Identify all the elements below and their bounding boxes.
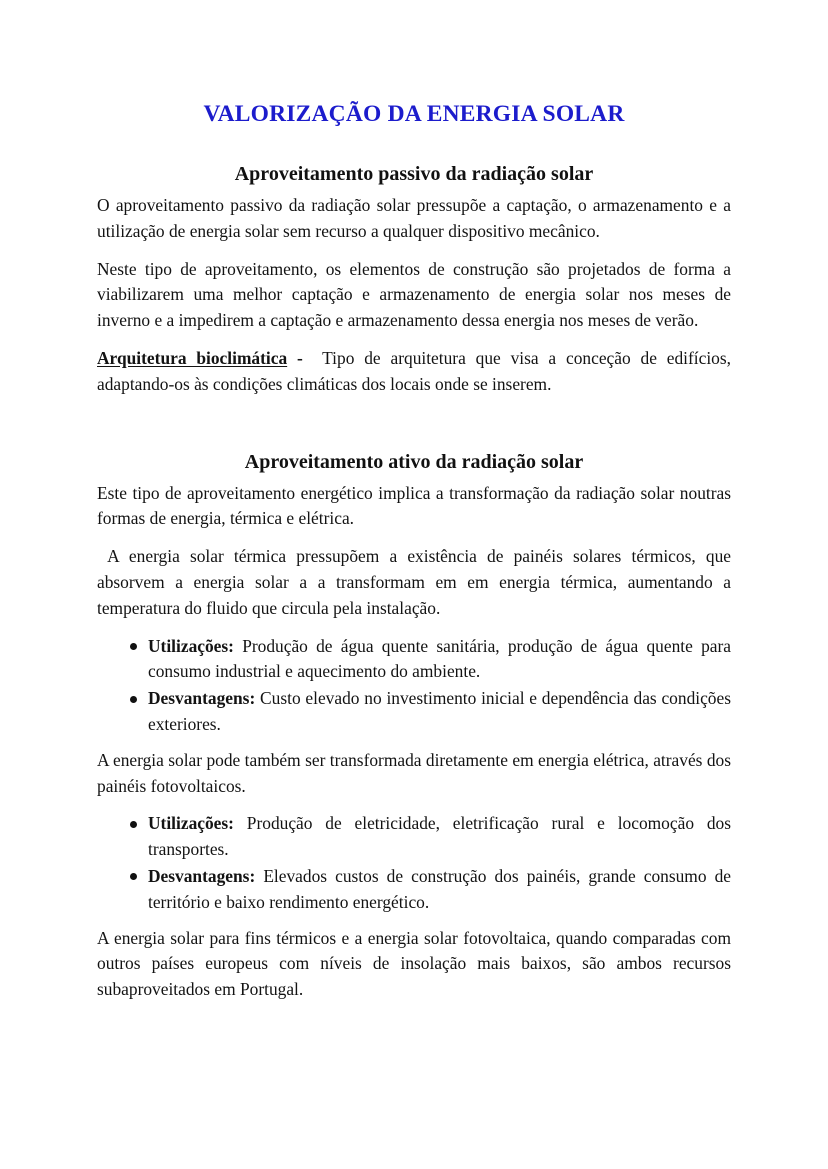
list-item-text: Custo elevado no investimento inicial e dependência das condições exteriores. <box>148 688 731 734</box>
list-photovoltaic <box>97 811 731 915</box>
bullet-dot-icon <box>130 821 137 828</box>
paragraph-passive-intro: O aproveitamento passivo da radiação solar pressupõe a captação, o armazenamento e a utilização de energia solar sem recurso a qualquer dispositivo mecânico. <box>97 195 731 241</box>
list-item <box>97 686 731 738</box>
section-heading-passive: Aproveitamento passivo da radiação solar <box>234 163 594 186</box>
list-item-label: Utilizações: <box>148 813 234 834</box>
bullet-dot-icon <box>130 873 137 880</box>
definition-dash: - <box>297 348 303 368</box>
list-item-label: Desvantagens: <box>148 688 256 709</box>
definition-text: Tipo de arquitetura que visa a conceção de edifícios, adaptando-os às condições climáticas dos locais onde se inserem. <box>97 348 731 394</box>
list-item-text: Produção de água quente sanitária, produção de água quente para consumo industrial e aquecimento do ambiente. <box>148 635 731 682</box>
document-content <box>97 0 731 1003</box>
section-heading-active: Aproveitamento ativo da radiação solar <box>244 450 584 473</box>
list-item-text: Produção de eletricidade, eletrificação rural e locomoção dos transportes. <box>148 813 731 860</box>
term-arquitetura-bioclimatica: Arquitetura bioclimática <box>97 348 288 368</box>
list-thermal <box>97 634 731 738</box>
bullet-dot-icon <box>130 696 137 703</box>
page-title: VALORIZAÇÃO DA ENERGIA SOLAR <box>203 101 625 127</box>
paragraph-active-intro: Este tipo de aproveitamento energético implica a transformação da radiação solar noutras formas de energia, térmica e elétrica. <box>97 482 731 529</box>
paragraph-conclusion: A energia solar para fins térmicos e a energia solar fotovoltaica, quando comparadas com outros países europeus com níveis de insolação mais baixos, são ambos recursos subaproveitados em Portugal. <box>97 927 731 1000</box>
list-item-label: Desvantagens: <box>148 865 256 886</box>
paragraph-bioclimatic-definition <box>97 346 731 398</box>
list-item <box>97 634 731 686</box>
bullet-dot-icon <box>130 643 137 650</box>
paragraph-solar-thermal: A energia solar térmica pressupõem a existência de painéis solares térmicos, que absorvem a energia solar a a transformam em em energia térmica, aumentando a temperatura do fluido que circula pela instalação. <box>97 546 731 618</box>
paragraph-passive-construction: Neste tipo de aproveitamento, os elementos de construção são projetados de forma a viabilizarem uma melhor captação e armazenamento de energia solar nos meses de inverno e a impedirem a captação e armazenamento dessa energia nos meses de verão. <box>97 258 731 331</box>
list-item <box>97 864 731 916</box>
paragraph-photovoltaic: A energia solar pode também ser transformada diretamente em energia elétrica, através dos painéis fotovoltaicos. <box>97 749 731 796</box>
list-item-label: Utilizações: <box>148 635 234 656</box>
list-item-text: Elevados custos de construção dos painéis, grande consumo de território e baixo rendimento energético. <box>148 865 731 912</box>
list-item <box>97 811 731 863</box>
